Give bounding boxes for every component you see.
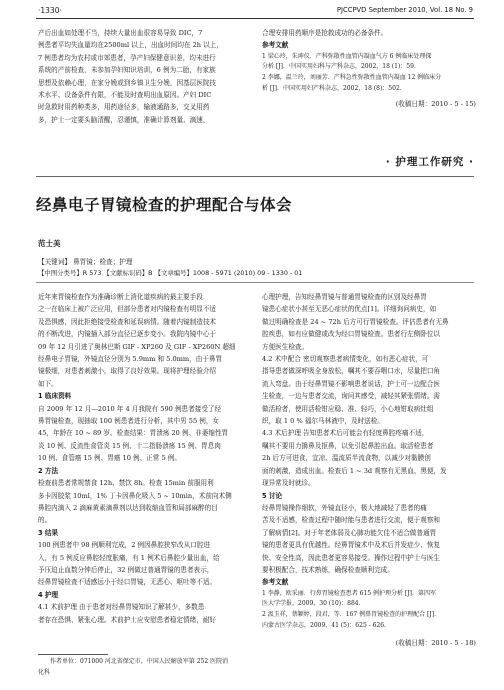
top-right-column <box>262 27 476 111</box>
section-banner: · 护理工作研究 · <box>385 156 474 168</box>
section-heading-3: 3 结果 <box>38 528 59 537</box>
references-heading: 参考文献 <box>262 41 289 50</box>
abstract-rule <box>36 282 474 283</box>
section-1-text: 自 2009 年 12 月—2010 年 4 月我院有 590 例患者接受了经 鼻胃镜检查，现抽取 100 例患者进行分析，其中男 55 例，女 45，年龄在 10 ~ 89 岁。检查结果：胃溃疡 20 例、非萎缩性胃 炎 10 例、反流性食管炎 15 例、十二指肠溃疡 15 例、胃息肉 10 例、食管癌 15 例、胃癌 10 例、正常 5 例。 <box>38 404 229 463</box>
header-rule <box>36 18 474 19</box>
author-affiliation: 作者单位：071000 河北省保定市，中国人民解放军第 252 医院消 化科 <box>38 658 229 676</box>
reference-list-2: 1 李静，欧采丽．行鼻胃镜检查患者 615 例护理分析 [J]．第四军 医大学学报，2009，30 (10)：884. 2 汲玉祥，蔡颖婷，段君，等．167 例鼻胃镜检查的护理配合 [J]． 内蒙古医学杂志，2009，41 (5)：625 - 626. <box>262 589 441 629</box>
footnote-rule <box>38 654 108 655</box>
classification: 【中图分类号】R 573 【文献标识码】B 【文章编号】1008 - 5971 (2010) 09 - 1330 - 01 <box>38 269 303 277</box>
section-3-text: 100 例患者中 98 例顺利完成，2 例因鼻腔狭窄改从口腔进 入，有 5 例反应鼻腔轻度胀痛，有 1 例术后鼻腔少量出血，给 予压迫止血数分钟后停止，32 例做过普通胃镜的患者表示， 经鼻胃镜检查不适感远小于经口胃镜，无恶心、呕吐等不适。 <box>38 541 220 587</box>
received-date-2: (收稿日期：2010 - 5 - 18) <box>395 639 476 648</box>
reference-list: 1 梁心玲，朱坤仪．产科弥散性血管内凝血气方 6 例临床处理探 分析 [J]．中国实用妇科与产科杂志，2002，18 (1)：59. 2 李娜，温兰玲，刘丽芳．产科急性弥散性血管内凝血 12 例临床分 析 [J]．中国实用妇产科杂志，2002，18 (8)：502. <box>262 52 442 92</box>
author: 范士美 <box>38 239 61 248</box>
body-right-column <box>262 291 476 650</box>
section-5-text: 经鼻胃镜操作细软，外镜直径小，极大地减轻了患者的痛 苦及不适感，检查过程中随时能与患者进行交流，便于观察和 了解病情[2]。对于年老体弱及心肺功能欠佳不适合做普通胃 镜的患者更具有优越性。经鼻胃镜术中及术后并发症少、恢复 快、安全性高，因此患者更容易接受。操作过程中护士与医生 要积极配合，技术熟练，确保检查顺利完成。 <box>262 503 441 574</box>
closing-sentence: 合理安排用药顺序是抢救成功的必备条件。 <box>262 29 388 37</box>
section-2-text: 检查前患者常规禁食 12h、禁饮 8h。检查 15min 前服用利 多卡因胶浆 10ml，1% 丁卡因鼻化吸入 5 ~ 10min，术前向术侧 鼻腔内滴入 2 滴麻黄素滴鼻剂以达到收缩血管和局部麻醉的目 的。 <box>38 479 232 525</box>
references-heading-2: 参考文献 <box>262 578 289 587</box>
section-heading-2: 2 方法 <box>38 466 59 475</box>
section-4-text: 4.1 术前护理 由于患者对经鼻胃镜知识了解甚少，多数患 者存在恐惧、紧张心理。术前护士应安慰患者稳定情绪，耐好 <box>38 603 217 624</box>
section-rule <box>36 176 474 177</box>
article-title: 经鼻电子胃镜检查的护理配合与体会 <box>36 195 293 214</box>
section-heading-1: 1 临床资料 <box>38 392 72 401</box>
received-date: (收稿日期：2010 - 5 - 15) <box>395 100 476 109</box>
journal-header: PJCCPVD September 2010, Vol. 18 No. 9 <box>336 6 473 14</box>
section-heading-5: 5 讨论 <box>262 491 283 500</box>
section-heading-4: 4 护理 <box>38 590 59 599</box>
body-left-column <box>38 291 252 626</box>
keywords: 【关键词】 鼻胃镜；检查；护理 <box>38 258 133 266</box>
section-4-continued: 心理护理，告知经鼻胃镜与普通胃镜检查的区别及经鼻胃 镜患心症状小甚至无恶心症状的优点[1]。详细询问病史，如 做过明确检查是 24 ~ 72h 后方可行胃镜检查。评估患者有无鼻 腔疾患，如有应做健或改为经口胃镜检查。患者行左侧卧位以 方便医生检查。 4.2 术中配合 密切观察患者病情变化，如有恶心症状，可 指导患者做深呼吸全身放松，嘱其不要吞咽口水，尽量把口角 流入弯盘。由于经鼻胃镜不影响患者说话，护士可一边配合医 生检查，一边与患者交流，询问其感受，减轻其紧张情绪。需 做活检者，使用活检钳应稳、准、轻巧，小心地钳取病灶组 织，取 1 0 % 福尔马林液中，及时送检。 4.3 术后护理 告知患者术后可能会有轻度鼻腔疼痛不适， 嘱其不要用力擤鼻及抠鼻，以免引起鼻腔出血。取活检患者 2h 后方可进食，宜凉、温流质半流食物，以减少对黏膜创 面的刺激，造成出血。检查后 1 ~ 3d 观察有无黑血、黑便，发 现异常及时就诊。 <box>262 293 449 488</box>
top-left-text: 产后出血如处理不当，持续大量出血很容易导致 DIC，7 例患者平均失血量均在2500ml 以上，出血时间均在 2h 以上， 7 例患者均为农村或市郊患者，孕产妇保健意识差，均未进行 系统的产前检查，未参加孕妇知识培训，6 例为二胎，有家族 思想及依赖心理，在家分娩或到乡镇卫生分娩，因基层医院技 术水平、设备条件有限，不能及时查明出血原因。产妇 DIC 时急救时用药种类多，用药途径多，输液通路多，交叉用药 多，护士一定要头脑清醒，忍谨慎，准确计算剂量、滴速， <box>38 29 223 124</box>
intro-paragraph: 近年来胃镜检查作为准确诊断上消化道疾病的最主要手段 之一在临床上被广泛应用，但部分患者对内镜检查有明显不适 及恐惧感，因此拒绝接受检查和延误病情。随着内镜制造技术 的不断改进，内镜插入部分直径已逐步变小。我院内镜中心于 09 年 12 月引进了奥林巴斯 GIF - XP260 及 GIF - XP260N 超细 经鼻电子胃镜，外镜直径分别为 5.9mm 和 5.0mm，由于鼻胃 镜极细，对患者刺激小，取得了良好效果。现将护理经验介绍 如下。 <box>38 293 236 388</box>
page-number: ·1330· <box>38 6 62 15</box>
